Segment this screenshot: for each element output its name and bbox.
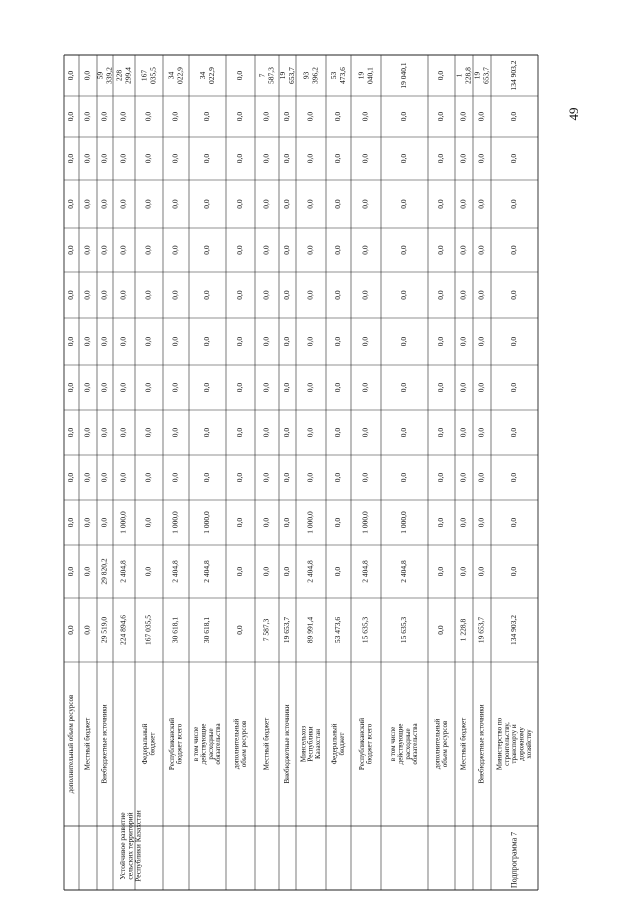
- row-label: Федеральный: [140, 723, 149, 765]
- budget-value: 0,0: [202, 245, 212, 255]
- section-title: сельских территорий: [125, 812, 135, 880]
- sub-measure-title: хозяйству: [524, 729, 533, 759]
- budget-value: 0,0: [143, 245, 153, 255]
- budget-value: 0,0: [476, 517, 486, 528]
- budget-value: 0,0: [458, 382, 468, 393]
- budget-value: 0,0: [235, 625, 245, 635]
- budget-value: 0,0: [305, 336, 315, 347]
- budget-value: 0,0: [66, 427, 76, 438]
- total-value: 653,7: [287, 67, 297, 84]
- budget-value: 0,0: [66, 382, 76, 393]
- total-value: 93: [301, 71, 311, 80]
- budget-value: 0,0: [143, 472, 153, 483]
- budget-value: 0,0: [170, 245, 180, 255]
- budget-value: 0,0: [143, 199, 153, 209]
- budget-value: 19 653,7: [282, 616, 292, 644]
- budget-value: 0,0: [509, 111, 519, 122]
- budget-value: 0,0: [458, 517, 468, 528]
- budget-value: 0,0: [99, 427, 109, 438]
- budget-value: 0,0: [99, 517, 109, 528]
- budget-value: 0,0: [82, 427, 92, 438]
- budget-value: 0,0: [261, 111, 271, 122]
- budget-value: 0,0: [99, 382, 109, 393]
- budget-value: 0,0: [509, 336, 519, 347]
- budget-value: 0,0: [202, 111, 212, 122]
- budget-value: 167 035,5: [143, 615, 153, 645]
- total-value: 022,9: [175, 67, 185, 84]
- budget-value: 0,0: [143, 382, 153, 393]
- budget-value: 0,0: [82, 472, 92, 483]
- budget-value: 0,0: [202, 290, 212, 300]
- budget-value: 0,0: [333, 199, 343, 209]
- budget-value: 0,0: [82, 111, 92, 122]
- budget-value: 1 000,0: [360, 511, 370, 534]
- budget-value: 29 519,0: [99, 616, 109, 644]
- budget-value: 0,0: [509, 472, 519, 483]
- total-value: 040,1: [365, 67, 375, 84]
- budget-value: 0,0: [118, 199, 128, 209]
- budget-value: 0,0: [333, 427, 343, 438]
- budget-value: 0,0: [458, 153, 468, 164]
- row-label: бюджет всего: [175, 723, 184, 765]
- budget-value: 0,0: [118, 427, 128, 438]
- budget-value: 0,0: [170, 153, 180, 164]
- row-label: в том числе: [389, 726, 398, 762]
- row-label: Федеральный: [330, 723, 339, 765]
- budget-value: 0,0: [66, 472, 76, 483]
- budget-value: 2 404,8: [360, 560, 370, 583]
- budget-value: 0,0: [118, 290, 128, 300]
- budget-value: 0,0: [261, 427, 271, 438]
- budget-value: 15 635,3: [360, 616, 370, 644]
- budget-value: 0,0: [436, 472, 446, 483]
- budget-value: 0,0: [261, 566, 271, 577]
- budget-value: 0,0: [82, 625, 92, 635]
- budget-value: 0,0: [282, 382, 292, 393]
- budget-value: 224 894,6: [118, 615, 128, 645]
- budget-value: 0,0: [436, 566, 446, 577]
- budget-value: 0,0: [202, 153, 212, 164]
- budget-value: 0,0: [360, 290, 370, 300]
- budget-value: 0,0: [235, 290, 245, 300]
- budget-value: 0,0: [235, 111, 245, 122]
- budget-value: 0,0: [476, 427, 486, 438]
- budget-value: 0,0: [282, 566, 292, 577]
- budget-value: 0,0: [509, 290, 519, 300]
- total-value: 299,4: [123, 67, 133, 84]
- budget-value: 0,0: [118, 111, 128, 122]
- budget-value: 0,0: [509, 566, 519, 577]
- budget-value: 0,0: [476, 472, 486, 483]
- budget-value: 0,0: [82, 199, 92, 209]
- budget-value: 0,0: [99, 472, 109, 483]
- budget-value: 0,0: [235, 382, 245, 393]
- budget-value: 0,0: [82, 336, 92, 347]
- row-label: Республиканский: [167, 717, 176, 771]
- budget-value: 0,0: [118, 472, 128, 483]
- budget-value: 0,0: [99, 153, 109, 164]
- budget-value: 0,0: [82, 566, 92, 577]
- budget-value: 0,0: [333, 382, 343, 393]
- budget-value: 0,0: [235, 566, 245, 577]
- budget-value: 0,0: [143, 336, 153, 347]
- total-value: 19 040,1: [399, 62, 409, 89]
- budget-value: 0,0: [99, 245, 109, 255]
- budget-value: 0,0: [82, 382, 92, 393]
- total-value: 0,0: [436, 70, 446, 81]
- section-title: Республики Казахстан: [133, 810, 143, 882]
- budget-value: 2 404,8: [202, 560, 212, 583]
- budget-value: 0,0: [333, 566, 343, 577]
- budget-value: 0,0: [66, 336, 76, 347]
- budget-value: 0,0: [282, 472, 292, 483]
- budget-value: 0,0: [282, 245, 292, 255]
- budget-value: 53 473,6: [333, 616, 343, 644]
- budget-value: 0,0: [458, 245, 468, 255]
- budget-value: 0,0: [261, 472, 271, 483]
- budget-value: 0,0: [458, 199, 468, 209]
- budget-value: 0,0: [333, 336, 343, 347]
- budget-value: 0,0: [66, 517, 76, 528]
- budget-value: 0,0: [305, 382, 315, 393]
- budget-value: 0,0: [99, 199, 109, 209]
- budget-value: 0,0: [399, 427, 409, 438]
- row-label: Республики: [306, 726, 315, 762]
- budget-value: 0,0: [118, 245, 128, 255]
- budget-value: 2 404,8: [170, 560, 180, 583]
- row-label: Местный бюджет: [459, 717, 468, 771]
- row-label: Республиканский: [357, 717, 366, 771]
- row-label: дополнительный объем ресурсов: [67, 694, 76, 794]
- budget-value: 0,0: [282, 111, 292, 122]
- budget-value: 0,0: [305, 245, 315, 255]
- budget-value: 0,0: [509, 245, 519, 255]
- budget-value: 0,0: [436, 427, 446, 438]
- budget-value: 0,0: [476, 382, 486, 393]
- budget-value: 0,0: [360, 382, 370, 393]
- budget-value: 0,0: [261, 517, 271, 528]
- budget-value: 0,0: [202, 472, 212, 483]
- budget-value: 0,0: [99, 290, 109, 300]
- sub-measure-title: строительству,: [502, 722, 511, 766]
- total-value: 19: [278, 71, 288, 80]
- budget-value: 0,0: [118, 336, 128, 347]
- budget-value: 0,0: [170, 290, 180, 300]
- budget-value: 0,0: [82, 290, 92, 300]
- budget-value: 0,0: [82, 245, 92, 255]
- budget-value: 0,0: [399, 199, 409, 209]
- budget-value: 2 404,8: [399, 560, 409, 583]
- budget-value: 0,0: [360, 111, 370, 122]
- budget-value: 0,0: [118, 153, 128, 164]
- budget-value: 0,0: [170, 427, 180, 438]
- budget-value: 0,0: [143, 290, 153, 300]
- budget-value: 0,0: [399, 382, 409, 393]
- budget-value: 0,0: [261, 336, 271, 347]
- total-value: 339,2: [104, 67, 114, 84]
- budget-value: 0,0: [282, 153, 292, 164]
- total-value: 587,3: [266, 67, 276, 84]
- budget-value: 0,0: [305, 427, 315, 438]
- total-value: 59: [95, 71, 105, 80]
- row-label: в том числе: [192, 726, 201, 762]
- budget-value: 0,0: [66, 153, 76, 164]
- budget-value: 0,0: [170, 199, 180, 209]
- budget-value: 0,0: [476, 111, 486, 122]
- budget-value: 0,0: [282, 517, 292, 528]
- budget-value: 0,0: [399, 336, 409, 347]
- total-value: 022,9: [207, 67, 217, 84]
- budget-value: 0,0: [66, 199, 76, 209]
- budget-value: 7 587,3: [261, 618, 271, 642]
- budget-value: 0,0: [436, 199, 446, 209]
- total-value: 473,6: [338, 67, 348, 84]
- sub-measure-title: дорожному: [517, 727, 526, 761]
- table-cells: [66, 60, 533, 888]
- budget-value: 0,0: [476, 290, 486, 300]
- budget-value: 0,0: [282, 427, 292, 438]
- row-label: объем ресурсов: [239, 720, 248, 768]
- budget-value: 0,0: [305, 111, 315, 122]
- row-label: Внебюджетные источники: [100, 704, 109, 784]
- budget-value: 0,0: [170, 111, 180, 122]
- section-title: Устойчивое развитие: [117, 812, 127, 880]
- budget-value: 0,0: [282, 336, 292, 347]
- row-label: Внебюджетные источники: [477, 704, 486, 784]
- row-label: бюджет: [148, 732, 157, 756]
- budget-value: 0,0: [509, 153, 519, 164]
- budget-value: 0,0: [399, 111, 409, 122]
- budget-value: 0,0: [458, 290, 468, 300]
- budget-value: 0,0: [333, 290, 343, 300]
- budget-value: 0,0: [118, 382, 128, 393]
- total-value: 34: [198, 71, 208, 80]
- row-label: Казахстан: [313, 729, 322, 759]
- budget-value: 0,0: [170, 382, 180, 393]
- budget-value: 0,0: [235, 336, 245, 347]
- budget-value: 0,0: [333, 472, 343, 483]
- budget-value: 0,0: [436, 245, 446, 255]
- total-value: 167: [139, 69, 149, 82]
- budget-value: 0,0: [82, 153, 92, 164]
- budget-value: 0,0: [235, 472, 245, 483]
- sub-measure-title: Министерство по: [495, 717, 504, 771]
- budget-value: 0,0: [360, 336, 370, 347]
- budget-value: 0,0: [360, 245, 370, 255]
- budget-value: 29 820,2: [99, 558, 109, 585]
- row-label: дополнительный: [232, 718, 241, 770]
- budget-value: 0,0: [305, 290, 315, 300]
- budget-value: 0,0: [143, 566, 153, 577]
- budget-value: 0,0: [436, 517, 446, 528]
- row-label: расходные: [206, 728, 215, 760]
- sub-measure-title: транспорту и: [510, 724, 519, 764]
- budget-value: 134 903,2: [509, 615, 519, 645]
- row-label: обязательства: [411, 723, 420, 765]
- budget-value: 2 404,8: [118, 560, 128, 583]
- page-number: 49: [566, 107, 581, 121]
- budget-value: 0,0: [235, 199, 245, 209]
- budget-value: 0,0: [261, 382, 271, 393]
- budget-value: 0,0: [66, 111, 76, 122]
- total-value: 53: [329, 71, 339, 80]
- budget-value: 0,0: [235, 153, 245, 164]
- budget-value: 0,0: [399, 245, 409, 255]
- budget-value: 0,0: [261, 199, 271, 209]
- budget-value: 1 000,0: [399, 511, 409, 534]
- page-number-layer: [566, 108, 581, 121]
- budget-value: 30 618,1: [202, 616, 212, 644]
- budget-value: 0,0: [436, 153, 446, 164]
- section-label: Подпрограмма 7: [509, 831, 519, 889]
- budget-value: 1 228,8: [458, 618, 468, 642]
- budget-value: 0,0: [261, 245, 271, 255]
- row-label: дополнительный: [433, 718, 442, 770]
- budget-value: 0,0: [66, 245, 76, 255]
- budget-value: 1 000,0: [170, 511, 180, 534]
- budget-value: 0,0: [399, 153, 409, 164]
- total-value: 0,0: [66, 70, 76, 81]
- budget-value: 0,0: [360, 427, 370, 438]
- total-value: 19: [472, 71, 482, 80]
- budget-value: 0,0: [458, 472, 468, 483]
- budget-value: 0,0: [333, 517, 343, 528]
- budget-value: 0,0: [399, 472, 409, 483]
- budget-value: 0,0: [509, 517, 519, 528]
- budget-value: 0,0: [282, 290, 292, 300]
- budget-value: 0,0: [458, 336, 468, 347]
- budget-value: 0,0: [399, 290, 409, 300]
- budget-value: 0,0: [99, 111, 109, 122]
- budget-value: 0,0: [305, 153, 315, 164]
- budget-value: 0,0: [235, 517, 245, 528]
- budget-value: 89 991,4: [305, 616, 315, 644]
- budget-value: 0,0: [476, 336, 486, 347]
- row-label: действующие: [199, 723, 208, 765]
- budget-value: 0,0: [170, 336, 180, 347]
- budget-value: 0,0: [458, 566, 468, 577]
- budget-value: 0,0: [458, 427, 468, 438]
- budget-value: 0,0: [305, 199, 315, 209]
- row-label: Внебюджетные источники: [283, 704, 292, 784]
- budget-value: 0,0: [360, 199, 370, 209]
- budget-value: 0,0: [282, 199, 292, 209]
- budget-value: 0,0: [143, 153, 153, 164]
- total-value: 1: [454, 73, 464, 78]
- total-value: 19: [356, 71, 366, 80]
- budget-value: 0,0: [476, 153, 486, 164]
- budget-value: 0,0: [436, 625, 446, 635]
- budget-value: 0,0: [436, 336, 446, 347]
- budget-value: 0,0: [509, 199, 519, 209]
- budget-value: 0,0: [458, 111, 468, 122]
- budget-value: 30 618,1: [170, 616, 180, 644]
- budget-value: 1 000,0: [202, 511, 212, 534]
- budget-value: 0,0: [202, 382, 212, 393]
- row-label: обязательства: [214, 723, 223, 765]
- budget-value: 0,0: [333, 245, 343, 255]
- budget-value: 0,0: [305, 472, 315, 483]
- budget-value: 0,0: [143, 111, 153, 122]
- budget-value: 0,0: [360, 472, 370, 483]
- row-label: Минсельхоз: [299, 725, 308, 763]
- total-value: 0,0: [82, 70, 92, 81]
- budget-value: 0,0: [143, 427, 153, 438]
- budget-value: 0,0: [436, 382, 446, 393]
- budget-value: 0,0: [235, 427, 245, 438]
- row-label: объем ресурсов: [440, 720, 449, 768]
- total-value: 0,0: [235, 70, 245, 81]
- budget-value: 0,0: [476, 566, 486, 577]
- budget-value: 0,0: [170, 472, 180, 483]
- budget-value: 19 653,7: [476, 616, 486, 644]
- budget-value: 0,0: [360, 153, 370, 164]
- row-label: бюджет: [337, 732, 346, 756]
- budget-value: 0,0: [509, 382, 519, 393]
- budget-value: 0,0: [143, 517, 153, 528]
- budget-value: 0,0: [509, 427, 519, 438]
- budget-value: 0,0: [476, 199, 486, 209]
- row-label: расходные: [403, 728, 412, 760]
- budget-value: 1 000,0: [305, 511, 315, 534]
- budget-value: 0,0: [66, 290, 76, 300]
- budget-value: 0,0: [66, 566, 76, 577]
- total-value: 228,8: [463, 67, 473, 84]
- total-value: 7: [257, 73, 267, 78]
- budget-value: 0,0: [202, 336, 212, 347]
- total-value: 396,2: [310, 67, 320, 84]
- row-label: действующие: [396, 723, 405, 765]
- budget-value: 0,0: [99, 336, 109, 347]
- budget-value: 0,0: [202, 427, 212, 438]
- budget-value: 2 404,8: [305, 560, 315, 583]
- budget-value: 0,0: [436, 111, 446, 122]
- budget-value: 0,0: [82, 517, 92, 528]
- budget-value: 0,0: [202, 199, 212, 209]
- total-value: 653,7: [481, 67, 491, 84]
- budget-value: 15 635,3: [399, 616, 409, 644]
- row-label: Местный бюджет: [262, 717, 271, 771]
- row-label: бюджет всего: [365, 723, 374, 765]
- budget-value: 0,0: [436, 290, 446, 300]
- budget-value: 0,0: [333, 111, 343, 122]
- budget-value: 0,0: [235, 245, 245, 255]
- budget-value: 0,0: [261, 153, 271, 164]
- row-label: Местный бюджет: [83, 717, 92, 771]
- budget-value: 0,0: [476, 245, 486, 255]
- budget-value: 1 000,0: [118, 511, 128, 534]
- total-value: 035,5: [148, 67, 158, 84]
- total-value: 228: [114, 69, 124, 82]
- budget-value: 0,0: [261, 290, 271, 300]
- total-value: 34: [166, 71, 176, 80]
- total-value: 134 903,2: [509, 60, 519, 91]
- budget-value: 0,0: [333, 153, 343, 164]
- budget-value: 0,0: [66, 625, 76, 635]
